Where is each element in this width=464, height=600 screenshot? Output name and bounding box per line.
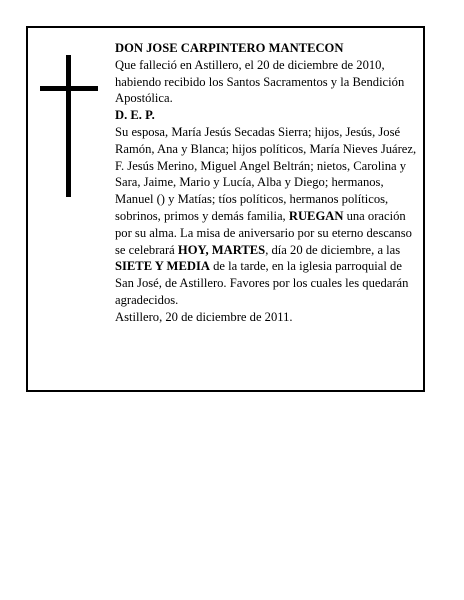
cross-icon bbox=[40, 55, 98, 197]
family-and-mass-paragraph bbox=[115, 124, 420, 309]
mass-text-1: una oración por su alma. La misa de aniversario por su eterno descanso se celebrará bbox=[115, 208, 412, 257]
mass-day: HOY, MARTES bbox=[177, 242, 266, 257]
mass-time: SIETE Y MEDIA bbox=[115, 259, 210, 274]
cross-horizontal-bar bbox=[40, 86, 98, 91]
obituary-notice bbox=[26, 26, 425, 392]
mass-text-3: de la tarde, en la iglesia parroquial de San José, de Astillero. Favores por los cuales les quedarán agradecidos. bbox=[115, 259, 409, 307]
death-statement: Que falleció en Astillero, el 20 de diciembre de 2010, habiendo recibido los Santos Sacramentos y la Bendición Apostólica. bbox=[115, 57, 405, 106]
cross-vertical-bar bbox=[66, 55, 71, 197]
notice-text bbox=[115, 40, 420, 326]
rip-abbreviation: D. E. P. bbox=[115, 108, 155, 123]
family-text: Su esposa, María Jesús Secadas Sierra; hijos, Jesús, José Ramón, Ana y Blanca; hijos políticos, María Nieves Juárez, F. Jesús Merino, Miguel Angel Beltrán; nietos, Carolina y Sara, Jaime, Mario y Lucía, Alba y Diego; hermanos, Manuel () y Matías; tíos políticos, hermanos políticos, sobrinos, primos y demás familia, bbox=[115, 124, 417, 223]
mass-text-2: , día 20 de diciembre, a las bbox=[265, 242, 401, 257]
ruegan-text: RUEGAN bbox=[288, 208, 344, 223]
deceased-name: DON JOSE CARPINTERO MANTECON bbox=[115, 41, 344, 55]
place-and-date: Astillero, 20 de diciembre de 2011. bbox=[115, 309, 293, 324]
